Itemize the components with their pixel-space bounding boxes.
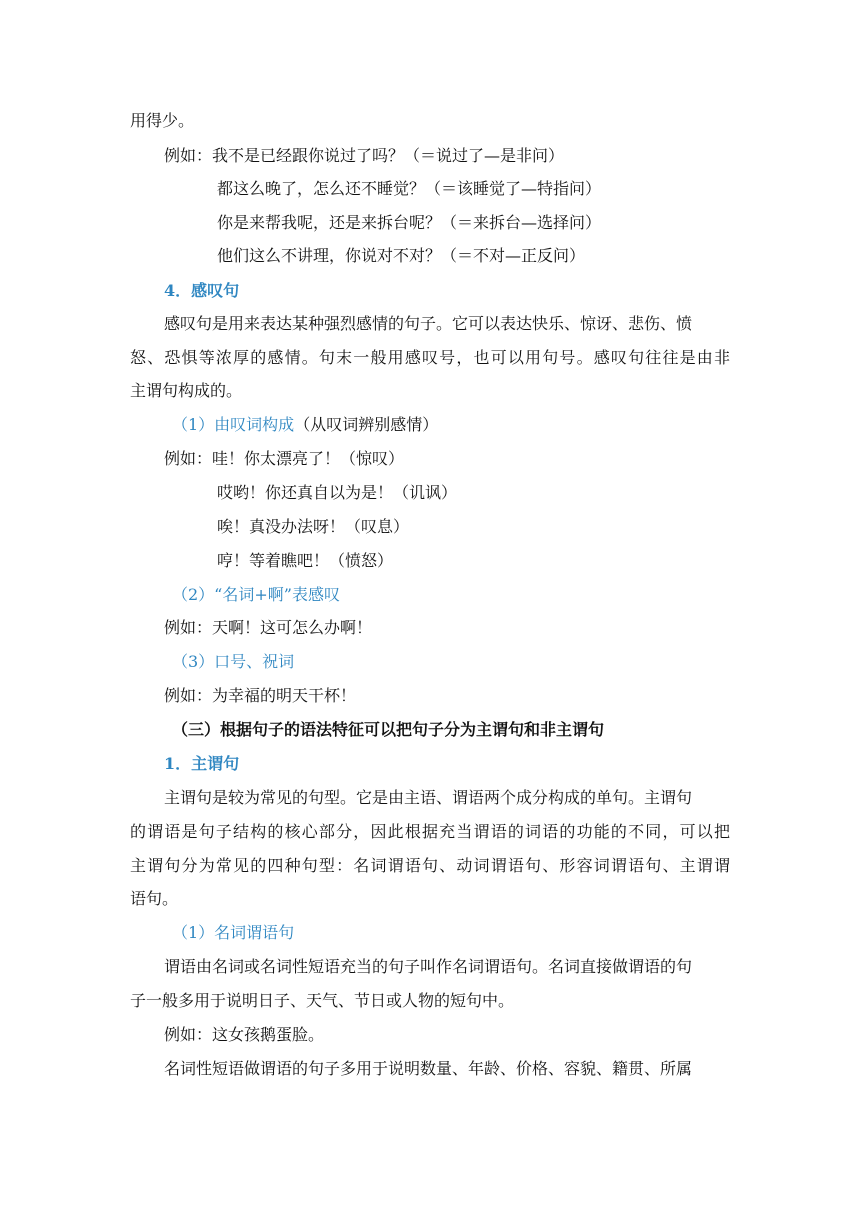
paragraph-line: 谓语由名词或名词性短语充当的句子叫作名词谓语句。名词直接做谓语的句 <box>164 957 693 976</box>
paragraph-line: 怒、恐惧等浓厚的感情。句末一般用感叹号，也可以用句号。感叹句往往是由非 <box>130 348 730 367</box>
paragraph-line: 的谓语是句子结构的核心部分，因此根据充当谓语的词语的功能的不同，可以把 <box>130 822 730 841</box>
subheading: （1）名词谓语句 <box>172 923 295 942</box>
subheading-note: （从叹词辨别感情） <box>294 415 439 434</box>
section-heading: （三）根据句子的语法特征可以把句子分为主谓句和非主谓句 <box>172 720 605 739</box>
text-line: 用得少。 <box>130 111 195 130</box>
example-line: 你是来帮我呢，还是来拆台呢？（＝来拆台—选择问） <box>217 213 602 232</box>
section-heading: 4．感叹句 <box>164 281 240 300</box>
example-line: 哼！等着瞧吧！（愤怒） <box>217 551 394 570</box>
example-line: 唉！真没办法呀！（叹息） <box>217 517 410 536</box>
example-line: 哎哟！你还真自以为是！（讥讽） <box>217 483 458 502</box>
paragraph-line: 名词性短语做谓语的句子多用于说明数量、年龄、价格、容貌、籍贯、所属 <box>164 1059 693 1078</box>
example-line: 例如：这女孩鹅蛋脸。 <box>164 1025 325 1044</box>
subheading-line <box>172 414 438 436</box>
paragraph-line: 子一般多用于说明日子、天气、节日或人物的短句中。 <box>130 991 515 1010</box>
subheading: （1）由叹词构成 <box>172 415 295 434</box>
example-line: 都这么晚了，怎么还不睡觉？（＝该睡觉了—特指问） <box>217 179 602 198</box>
paragraph-line: 语句。 <box>130 889 179 908</box>
section-heading: 1．主谓句 <box>164 754 240 773</box>
example-line: 他们这么不讲理，你说对不对？（＝不对—正反问） <box>217 246 586 265</box>
example-line: 例如：为幸福的明天干杯！ <box>164 686 357 705</box>
paragraph-line: 主谓句是较为常见的句型。它是由主语、谓语两个成分构成的单句。主谓句 <box>164 788 693 807</box>
subheading: （2）“名词+啊”表感叹 <box>172 585 340 604</box>
paragraph-line: 主谓句分为常见的四种句型：名词谓语句、动词谓语句、形容词谓语句、主谓谓 <box>130 856 730 875</box>
example-line: 例如：我不是已经跟你说过了吗？（＝说过了—是非问） <box>164 146 565 165</box>
paragraph-line: 主谓句构成的。 <box>130 381 243 400</box>
subheading: （3）口号、祝词 <box>172 652 295 671</box>
example-line: 例如：天啊！这可怎么办啊！ <box>164 618 373 637</box>
paragraph-line: 感叹句是用来表达某种强烈感情的句子。它可以表达快乐、惊讶、悲伤、愤 <box>164 314 693 333</box>
example-line: 例如：哇！你太漂亮了！（惊叹） <box>164 449 405 468</box>
